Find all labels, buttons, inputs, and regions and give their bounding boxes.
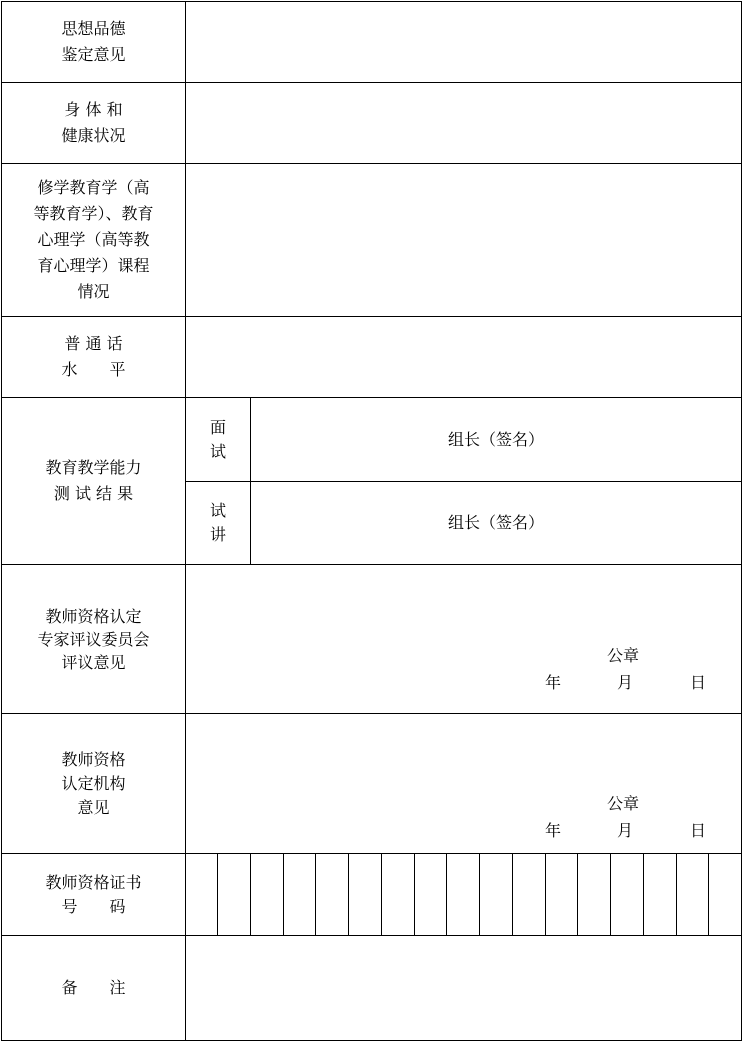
expert-day-label: 日 — [690, 673, 707, 692]
digit-divider — [479, 853, 480, 936]
digit-divider — [315, 853, 316, 936]
certificate-digit-box[interactable] — [480, 854, 512, 935]
digit-divider — [643, 853, 644, 936]
agency-month-label: 月 — [617, 821, 634, 840]
expert-year-label: 年 — [545, 673, 562, 692]
certificate-digit-box[interactable] — [186, 854, 217, 935]
certificate-digit-box[interactable] — [415, 854, 447, 935]
certificate-digit-box[interactable] — [284, 854, 316, 935]
certificate-digit-box[interactable] — [218, 854, 250, 935]
digit-divider — [250, 853, 251, 936]
digit-divider — [348, 853, 349, 936]
certificate-number-label: 教师资格证书 号 码 — [45, 872, 142, 916]
teaching-ability-label: 教育教学能力 测 试 结 果 — [45, 458, 142, 503]
education-courses-field[interactable] — [186, 164, 741, 316]
interview-leader-signature[interactable]: 组长（签名） — [447, 429, 544, 449]
certificate-digit-box[interactable] — [251, 854, 283, 935]
health-status-label: 身 体 和 健康状况 — [61, 100, 126, 145]
digit-divider — [708, 853, 709, 936]
digit-divider — [512, 853, 513, 936]
interview-label: 面 试 — [209, 417, 226, 461]
agency-day-label: 日 — [690, 821, 707, 840]
certificate-digit-box[interactable] — [578, 854, 610, 935]
digit-divider — [217, 853, 218, 936]
certificate-digit-box[interactable] — [546, 854, 578, 935]
education-courses-label: 修学教育学（高 等教育学）、教育 心理学（高等教 育心理学）课程 情况 — [33, 178, 154, 301]
certificate-digit-box[interactable] — [382, 854, 414, 935]
remarks-label: 备 注 — [61, 978, 126, 997]
certificate-digit-box[interactable] — [644, 854, 676, 935]
lecture-leader-signature[interactable]: 组长（签名） — [447, 513, 544, 532]
certificate-digit-box[interactable] — [316, 854, 348, 935]
mandarin-level-label: 普 通 话 水 平 — [61, 334, 126, 379]
expert-month-label: 月 — [617, 673, 634, 692]
certificate-digit-box[interactable] — [349, 854, 381, 935]
certificate-digit-box[interactable] — [447, 854, 479, 935]
health-status-field[interactable] — [186, 83, 741, 163]
digit-divider — [610, 853, 611, 936]
certificate-digit-box[interactable] — [709, 854, 741, 935]
certificate-digit-box[interactable] — [611, 854, 643, 935]
digit-divider — [446, 853, 447, 936]
certifying-agency-label: 教师资格 认定机构 意见 — [61, 749, 126, 817]
agency-year-label: 年 — [545, 821, 562, 840]
expert-seal-label: 公章 — [607, 646, 640, 665]
lecture-label: 试 讲 — [209, 501, 226, 544]
moral-evaluation-label: 思想品德 鉴定意见 — [61, 19, 126, 64]
moral-evaluation-field[interactable] — [186, 2, 741, 82]
mandarin-level-field[interactable] — [186, 317, 741, 397]
agency-seal-label: 公章 — [607, 794, 640, 813]
digit-divider — [283, 853, 284, 936]
remarks-field[interactable] — [186, 936, 741, 1040]
expert-committee-field[interactable] — [186, 565, 741, 713]
digit-divider — [414, 853, 415, 936]
digit-divider — [676, 853, 677, 936]
digit-divider — [381, 853, 382, 936]
digit-divider — [545, 853, 546, 936]
certificate-digit-box[interactable] — [513, 854, 545, 935]
expert-committee-label: 教师资格认定 专家评议委员会 评议意见 — [37, 606, 150, 672]
certificate-digit-box[interactable] — [677, 854, 709, 935]
certifying-agency-field[interactable] — [186, 714, 741, 853]
digit-divider — [577, 853, 578, 936]
